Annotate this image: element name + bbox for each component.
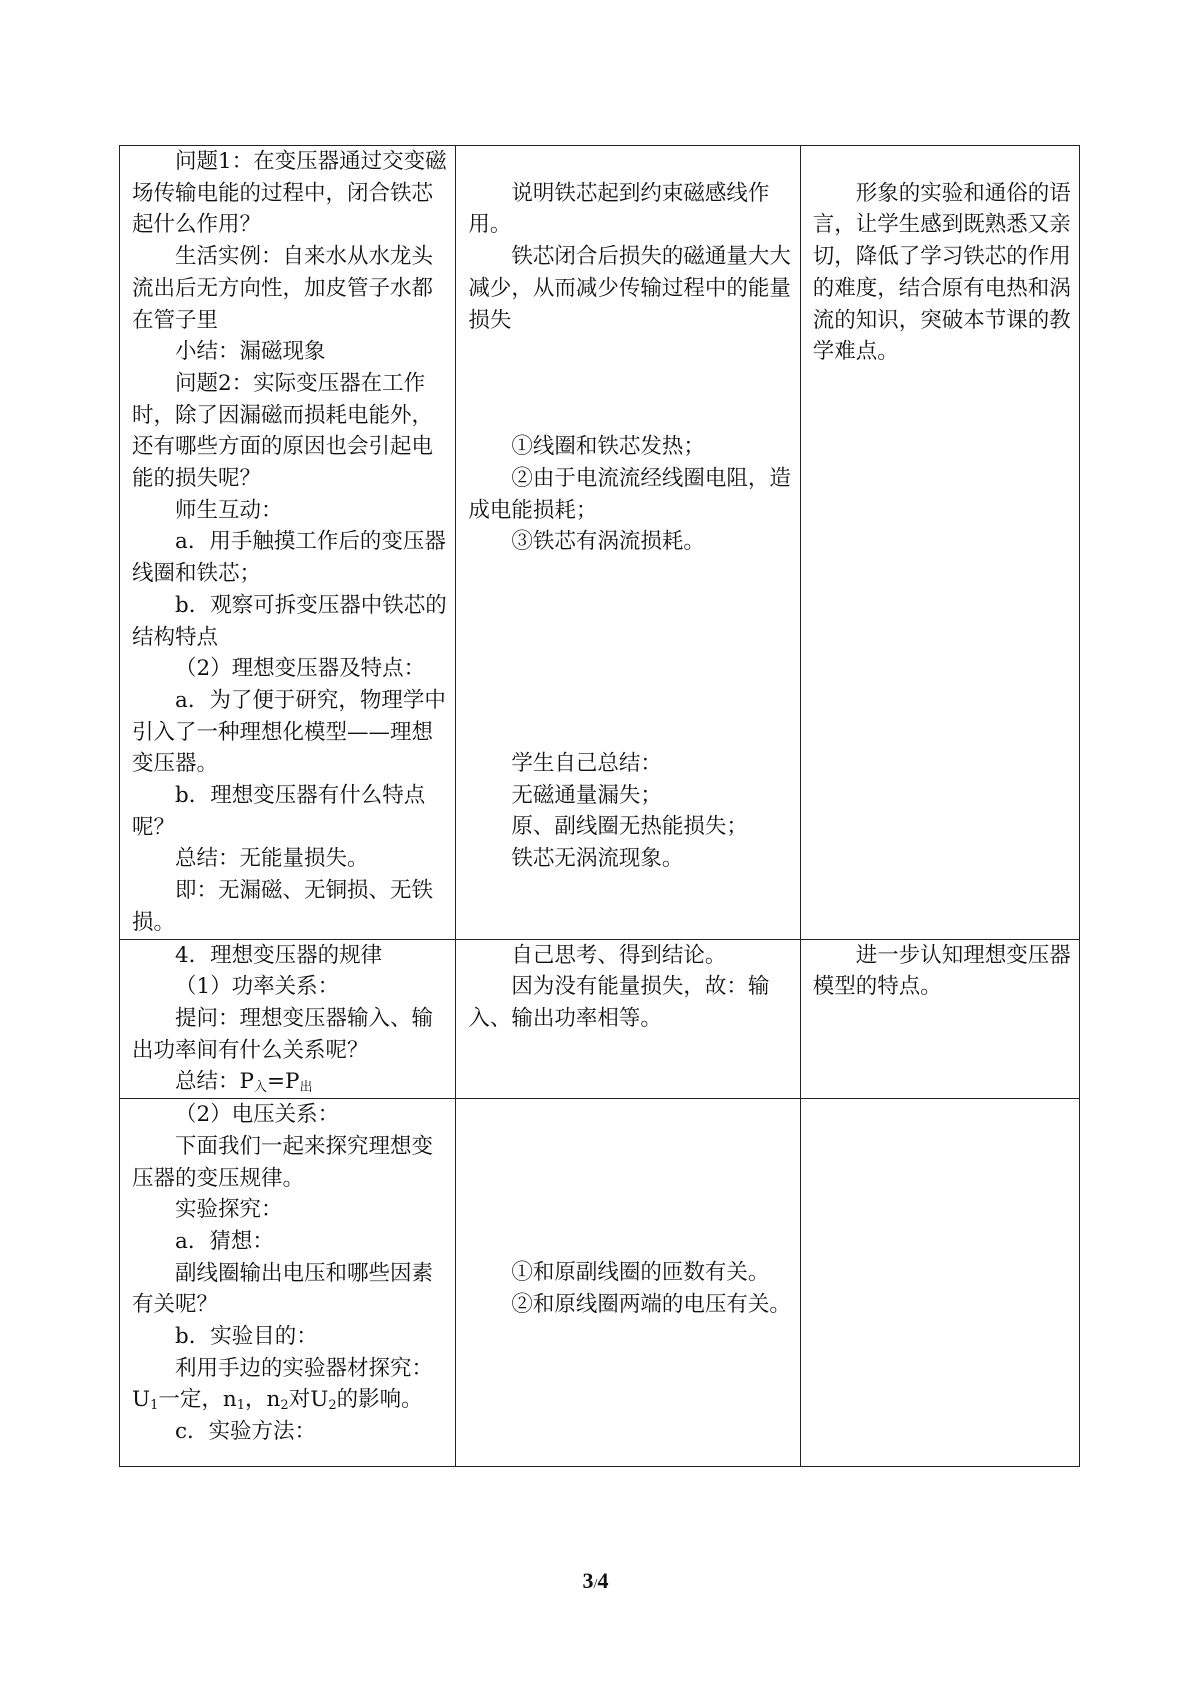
paragraph: 师生互动：: [175, 497, 283, 523]
paragraph: 总结：无能量损失。: [175, 846, 369, 872]
paragraph: 4．理想变压器的规律: [175, 942, 383, 968]
paragraph: 问题1：在变压器通过交变磁场传输电能的过程中，闭合铁芯起什么作用？: [132, 149, 447, 238]
student-cell: [456, 939, 800, 1099]
student-cell: [456, 1099, 800, 1467]
paragraph: a．为了便于研究，物理学中引入了一种理想化模型——理想变压器。: [132, 687, 446, 777]
paragraph: a．用手触摸工作后的变压器线圈和铁芯；: [132, 529, 446, 587]
text: 利用手边的实验器材探究：U: [132, 1355, 434, 1413]
paragraph: （2）电压关系：: [175, 1102, 340, 1128]
page-number: 3: [582, 1568, 594, 1593]
formula-text: 总结：P: [175, 1069, 254, 1095]
text: 对U: [288, 1387, 329, 1413]
text: ，n: [245, 1387, 281, 1413]
paragraph: 铁芯闭合后损失的磁通量大大减少，从而减少传输过程中的能量损失: [468, 244, 791, 333]
table-row: [120, 939, 1080, 1099]
paragraph: c．实验方法：: [175, 1419, 317, 1445]
activity-cell: [120, 146, 456, 940]
intent-cell: [800, 146, 1079, 940]
experiment-purpose: [132, 1353, 449, 1416]
page-separator: /: [593, 1577, 598, 1592]
formula-text: =P: [266, 1069, 300, 1095]
paragraph: 铁芯无涡流现象。: [511, 846, 684, 872]
lesson-table: [119, 145, 1080, 1467]
paragraph: ①线圈和铁芯发热；: [511, 434, 705, 460]
subscript: 2: [280, 1398, 289, 1414]
paragraph: 下面我们一起来探究理想变压器的变压规律。: [132, 1133, 434, 1191]
subscript: 1: [150, 1398, 159, 1414]
paragraph: ②由于电流流经线圈电阻，造成电能损耗；: [468, 465, 791, 523]
subscript: 入: [253, 1080, 267, 1096]
paragraph: （2）理想变压器及特点：: [175, 656, 426, 682]
paragraph: 问题2：实际变压器在工作时，除了因漏磁而损耗电能外，还有哪些方面的原因也会引起电能的损失呢？: [132, 370, 434, 492]
paragraph: 小结：漏磁现象: [175, 339, 326, 365]
paragraph: b．实验目的：: [175, 1324, 318, 1350]
paragraph: 生活实例：自来水从水龙头流出后无方向性，加皮管子水都在管子里: [132, 244, 434, 333]
subscript: 1: [236, 1398, 246, 1414]
paragraph: 即：无漏磁、无铜损、无铁损。: [132, 878, 434, 935]
paragraph: a．猜想：: [175, 1228, 274, 1254]
page-footer: [0, 1568, 1191, 1594]
subscript: 2: [328, 1398, 337, 1414]
page-total: 4: [597, 1568, 609, 1593]
paragraph: 形象的实验和通俗的语言，让学生感到既熟悉又亲切，降低了学习铁芯的作用的难度，结合原有电热和涡流的知识，突破本节课的教学难点。: [812, 180, 1071, 365]
paragraph: （1）功率关系：: [175, 974, 340, 1000]
activity-cell: [120, 939, 456, 1099]
paragraph: ②和原线圈两端的电压有关。: [511, 1292, 791, 1318]
paragraph: 实验探究：: [175, 1197, 283, 1223]
intent-cell: [800, 1099, 1079, 1467]
paragraph: b．理想变压器有什么特点呢？: [132, 783, 426, 840]
paragraph: 原、副线圈无热能损失；: [511, 814, 748, 840]
text: 一定，n: [158, 1387, 237, 1413]
paragraph: b．观察可拆变压器中铁芯的结构特点: [132, 592, 447, 650]
table-row: [120, 146, 1080, 940]
paragraph: ①和原副线圈的匝数有关。: [511, 1260, 770, 1286]
activity-cell: [120, 1099, 456, 1467]
student-cell: [456, 146, 800, 940]
paragraph: 进一步认知理想变压器模型的特点。: [812, 942, 1071, 1000]
paragraph: 自己思考、得到结论。: [511, 942, 727, 968]
table-row: [120, 1099, 1080, 1467]
power-formula: [132, 1066, 449, 1098]
intent-cell: [800, 939, 1079, 1099]
text: 的影响。: [336, 1387, 423, 1413]
paragraph: 学生自己总结：: [511, 751, 662, 777]
paragraph: 说明铁芯起到约束磁感线作用。: [468, 180, 770, 238]
paragraph: ③铁芯有涡流损耗。: [511, 529, 705, 555]
paragraph: 提问：理想变压器输入、输出功率间有什么关系呢？: [132, 1005, 434, 1063]
subscript: 出: [299, 1080, 313, 1096]
paragraph: 因为没有能量损失，故：输入、输出功率相等。: [468, 974, 770, 1031]
paragraph: 无磁通量漏失；: [511, 782, 662, 808]
paragraph: 副线圈输出电压和哪些因素有关呢？: [132, 1260, 434, 1318]
